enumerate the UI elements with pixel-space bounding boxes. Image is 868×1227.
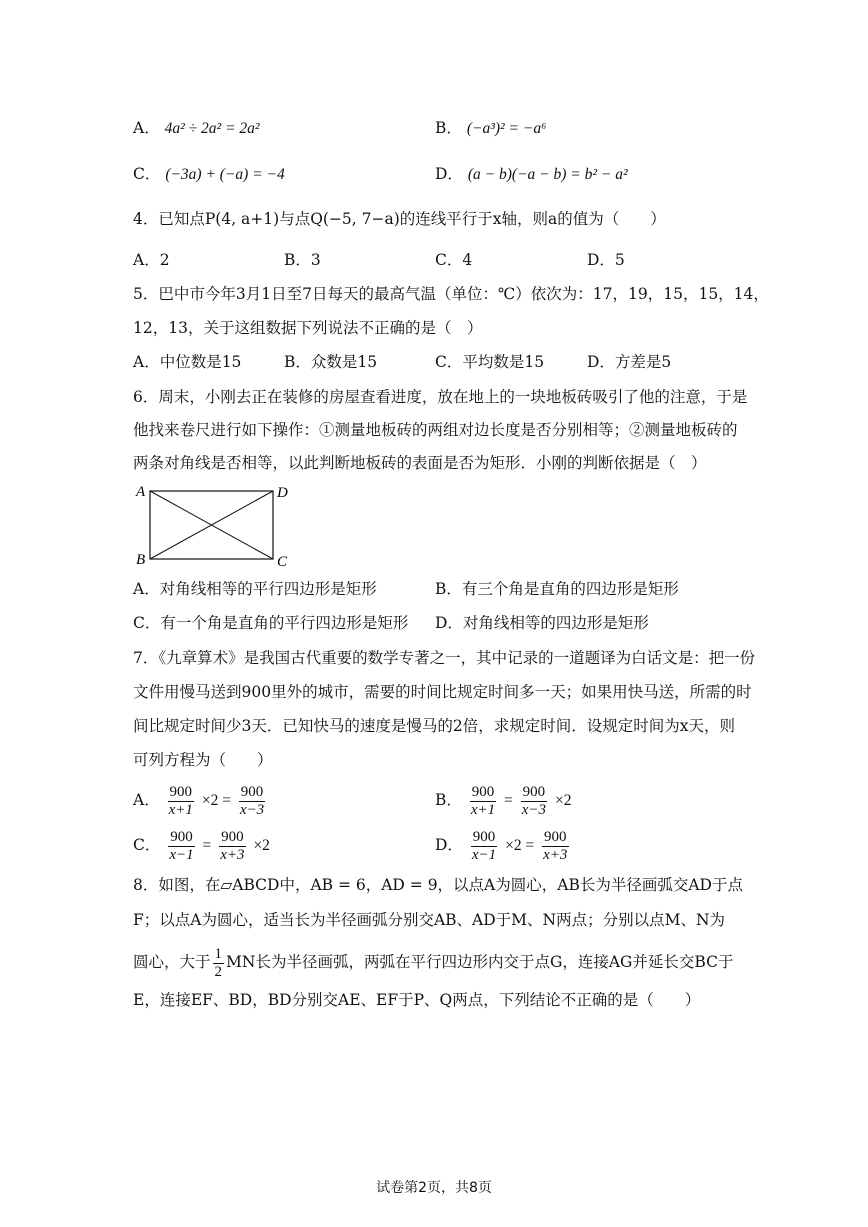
q8-line-3-post: MN长为半径画弧，两弧在平行四边形内交于点G，连接AG并延长交BC于 — [226, 953, 734, 971]
q6-option-c: C．有一个角是直角的平行四边形是矩形 — [133, 614, 409, 632]
vertex-a-label: A — [136, 484, 146, 500]
denominator: x−3 — [521, 801, 547, 818]
q3-option-c-expr: (−3a) + (−a) = −4 — [165, 166, 285, 183]
q3-option-b-expr: (−a³)² = −a⁶ — [466, 120, 547, 137]
q7-line-4: 可列方程为（ ） — [133, 751, 273, 769]
q4-option-a: A．2 — [133, 251, 170, 269]
q7-line-3: 间比规定时间少3天．已知快马的速度是慢马的2倍，求规定时间．设规定时间为x天，则 — [133, 717, 735, 735]
q3-option-c — [133, 163, 285, 186]
q3-option-d — [435, 163, 628, 186]
numerator: 900 — [471, 783, 495, 800]
q6-line-2: 他找来卷尺进行如下操作：①测量地板砖的两组对边长度是否分别相等；②测量地板砖的 — [133, 421, 738, 439]
fraction — [469, 784, 497, 819]
q6-option-b: B．有三个角是直角的四边形是矩形 — [435, 580, 679, 598]
q8-line-4: E，连接EF、BD，BD分别交AE、EF于P、Q两点，下列结论不正确的是（ ） — [133, 991, 701, 1009]
q7-option-c — [133, 823, 270, 868]
q7-option-d-label: D． — [435, 836, 463, 854]
operator: ×2 = — [505, 837, 535, 854]
vertex-c-label: C — [277, 554, 288, 570]
q6-option-d: D．对角线相等的四边形是矩形 — [435, 614, 649, 632]
q6-line-1: 6．周末，小刚去正在装修的房屋查看进度，放在地上的一块地板砖吸引了他的注意，于是 — [133, 388, 748, 406]
operator-tail: ×2 — [554, 792, 572, 809]
q5-option-c: C．平均数是15 — [435, 353, 545, 371]
q4-stem: 4．已知点P(4, a+1)与点Q(−5, 7−a)的连线平行于x轴，则a的值为（ ） — [133, 210, 666, 228]
q5-option-b: B．众数是15 — [284, 353, 378, 371]
q7-line-2: 文件用慢马送到900里外的城市，需要的时间比规定时间多一天；如果用快马送，所需的时 — [133, 683, 752, 701]
q3-option-b-label: B． — [435, 119, 462, 137]
page-footer: 试卷第2页，共8页 — [376, 1180, 492, 1196]
q7-option-b-label: B． — [435, 791, 462, 809]
q4-option-c: C．4 — [435, 251, 473, 269]
operator: ×2 = — [201, 792, 231, 809]
q5-option-d: D．方差是5 — [587, 353, 672, 371]
q3-option-c-label: C． — [133, 165, 161, 183]
numerator: 900 — [544, 828, 567, 845]
numerator: 900 — [170, 828, 193, 845]
q8-line-1: 8．如图，在▱ABCD中，AB = 6，AD = 9，以点A为圆心，AB长为半径画弧交AD于点 — [133, 876, 743, 894]
q3-option-d-expr: (a − b)(−a − b) = b² − a² — [467, 166, 628, 183]
q3-option-a — [133, 117, 260, 140]
q8-line-3-pre: 圆心，大于 — [133, 953, 211, 971]
denominator: x+3 — [543, 846, 568, 863]
q5-line-1: 5．巴中市今年3月1日至7日每天的最高气温（单位：℃）依次为：17，19，15，15，14， — [133, 285, 769, 303]
denominator: 2 — [214, 963, 223, 980]
q6-option-a: A．对角线相等的平行四边形是矩形 — [133, 580, 377, 598]
numerator: 900 — [240, 783, 264, 800]
numerator: 900 — [472, 828, 496, 845]
q7-option-d — [435, 823, 571, 868]
operator: = — [504, 792, 513, 809]
q7-option-a — [133, 778, 268, 823]
denominator: x+1 — [168, 801, 193, 818]
q7-option-b — [435, 778, 571, 823]
q4-option-d: D．5 — [587, 251, 625, 269]
denominator: x−1 — [471, 846, 497, 863]
vertex-b-label: B — [136, 552, 146, 568]
q7-option-c-label: C． — [133, 836, 161, 854]
q5-option-a: A．中位数是15 — [133, 353, 242, 371]
q3-option-d-label: D． — [435, 165, 463, 183]
q4-option-b: B．3 — [284, 251, 321, 269]
fraction — [541, 829, 569, 864]
fraction — [520, 784, 548, 819]
fraction — [470, 829, 498, 864]
denominator: x+1 — [470, 801, 496, 818]
q6-line-3: 两条对角线是否相等，以此判断地板砖的表面是否为矩形．小刚的判断依据是（ ） — [133, 454, 707, 472]
fraction — [167, 829, 195, 864]
q3-option-a-expr: 4a² ÷ 2a² = 2a² — [164, 120, 260, 137]
q7-option-a-label: A． — [133, 791, 160, 809]
fraction — [167, 784, 195, 819]
fraction — [218, 829, 246, 864]
numerator: 1 — [214, 945, 223, 962]
numerator: 900 — [522, 783, 546, 800]
denominator: x−3 — [239, 801, 265, 818]
q8-line-2: F；以点A为圆心，适当长为半径画弧分别交AB、AD于M、N两点；分别以点M、N为 — [133, 911, 726, 929]
one-half-fraction — [213, 946, 225, 981]
q8-line-3 — [133, 940, 733, 984]
vertex-d-label: D — [277, 485, 288, 501]
q5-line-2: 12，13，关于这组数据下列说法不正确的是（ ） — [133, 319, 483, 337]
q6-rectangle-figure — [133, 480, 303, 570]
denominator: x−1 — [169, 846, 194, 863]
q7-line-1: 7．《九章算术》是我国古代重要的数学专著之一，其中记录的一道题译为白话文是：把一份 — [133, 649, 756, 667]
numerator: 900 — [169, 783, 193, 800]
q3-option-b — [435, 117, 546, 140]
denominator: x+3 — [220, 846, 245, 863]
operator: = — [202, 837, 212, 854]
operator-tail: ×2 — [253, 837, 270, 854]
numerator: 900 — [221, 828, 244, 845]
q3-option-a-label: A． — [133, 119, 160, 137]
fraction — [238, 784, 266, 819]
